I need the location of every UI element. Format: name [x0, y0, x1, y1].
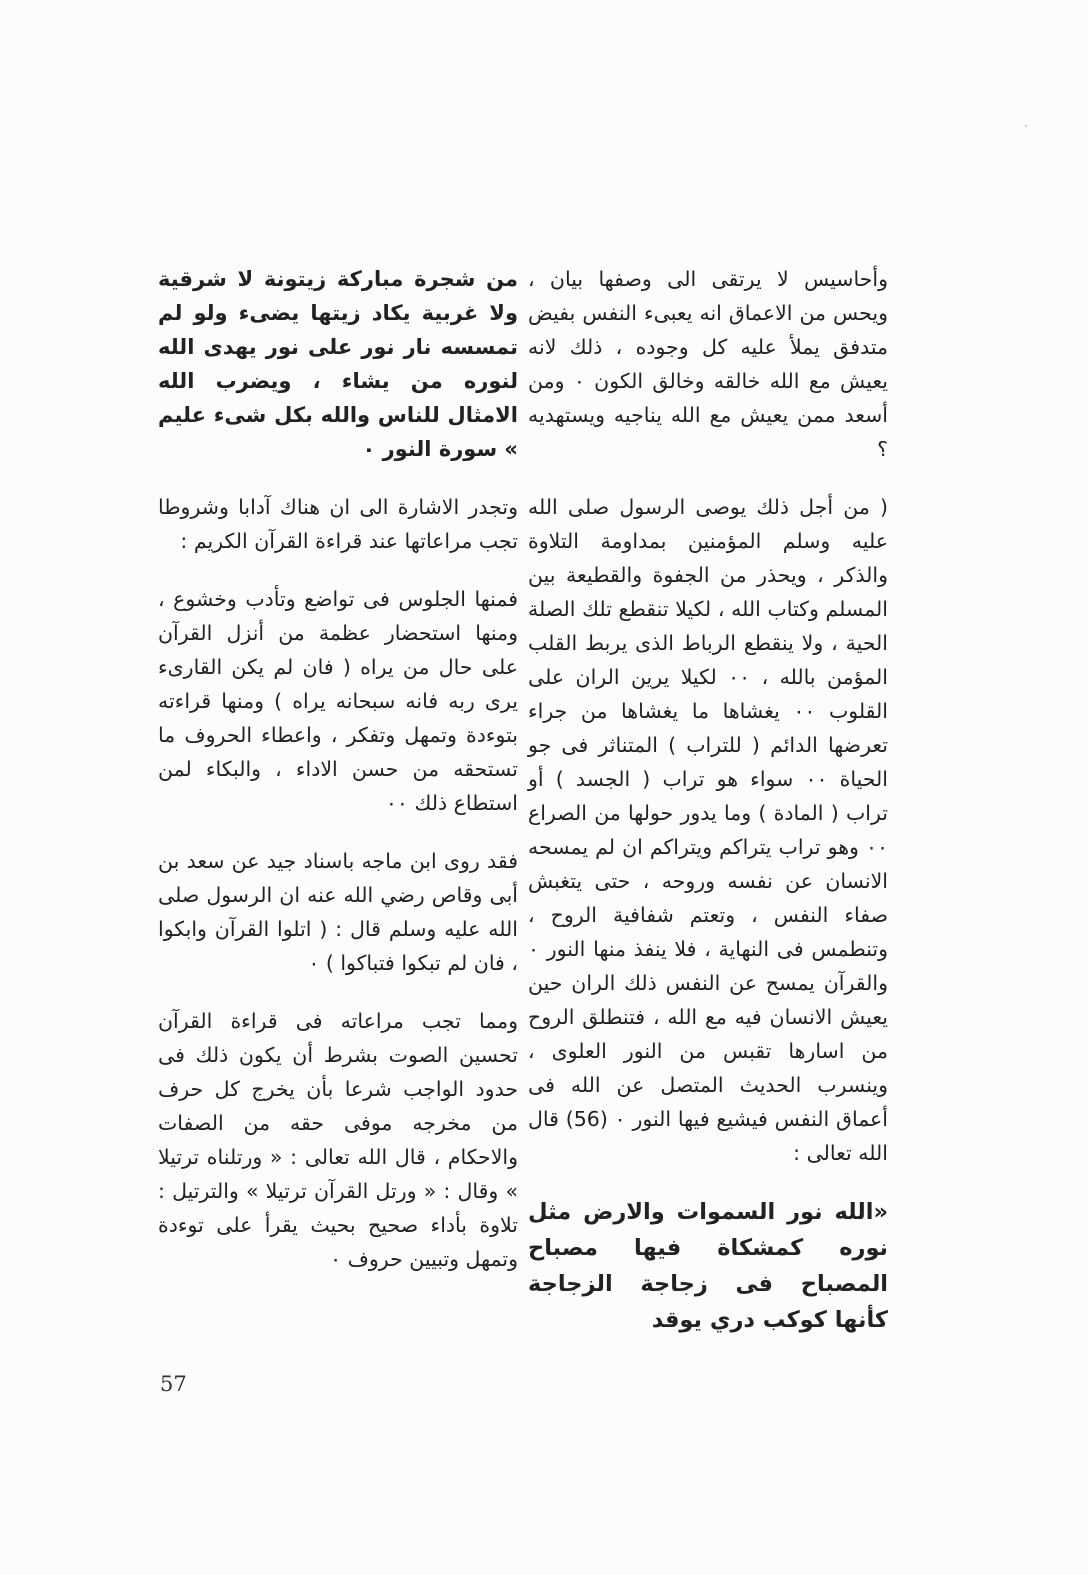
quran-verse-continued: من شجرة مباركة زيتونة لا شرقية ولا غربية يكاد زيتها يضىء ولو لم تمسسه نار نور على نور يهدى الله لنوره من يشاء ، ويضرب الله الامثال للناس والله بكل شىء عليم » سورة النور ٠ — [158, 267, 518, 461]
paragraph: ومما تجب مراعاته فى قراءة القرآن تحسين الصوت بشرط أن يكون ذلك فى حدود الواجب شرعا بأن يخرج كل حرف من مخرجه موفى حقه من الصفات والاحكام ، قال الله تعالى : « ورتلناه ترتيلا » وقال : « ورتل القرآن ترتيلا » والترتيل : تلاوة بأداء صحيح بحيث يقرأ على توءدة وتمهل وتبيين حروف ٠ — [158, 1009, 518, 1271]
quran-verse: «الله نور السموات والارض مثل نوره كمشكاة فيها مصباح المصباح فى زجاجة الزجاجة كأنها كوكب دري يوقد — [528, 1199, 888, 1333]
paragraph: وتجدر الاشارة الى ان هناك آدابا وشروطا تجب مراعاتها عند قراءة القرآن الكريم : — [158, 495, 518, 553]
paragraph: وأحاسيس لا يرتقى الى وصفها بيان ، ويحس من الاعماق انه يعبىء النفس بفيض متدفق يملأ عليه كل وجوده ، ذلك لانه يعيش مع الله خالقه وخالق الكون ٠ ومن أسعد ممن يعيش مع الله يناجيه ويستهديه ؟ — [528, 267, 888, 461]
paragraph: ( من أجل ذلك يوصى الرسول صلى الله عليه وسلم المؤمنين بمداومة التلاوة والذكر ، ويحذر من الجفوة والقطيعة بين المسلم وكتاب الله ، لكيلا تنقطع تلك الصلة الحية ، ولا ينقطع الرباط الذى يربط القلب المؤمن بالله ، ٠٠ لكيلا يرين الران على القلوب ٠٠ يغشاها ما يغشاها من جراء تعرضها الدائم ( للتراب ) المتناثر فى جو الحياة ٠٠ سواء هو تراب ( الجسد ) أو تراب ( المادة ) وما يدور حولها من الصراع ٠٠ وهو تراب يتراكم ويتراكم ان لم يمسحه الانسان عن نفسه وروحه ، حتى يتغبش صفاء النفس ، وتعتم شفافية الروح ، وتنطمس فى النهاية ، فلا ينفذ منها النور ٠ والقرآن يمسح عن النفس ذلك الران حين يعيش الانسان فيه مع الله ، فتنطلق الروح من اسارها تقبس من النور العلوى ، وينسرب الحديث المتصل عن الله فى أعماق النفس فيشيع فيها النور ٠ (56) قال الله تعالى : — [528, 495, 888, 1165]
paragraph: فقد روى ابن ماجه باسناد جيد عن سعد بن أبى وقاص رضي الله عنه ان الرسول صلى الله عليه وسلم قال : ( اتلوا القرآن وابكوا ، فان لم تبكوا فتباكوا ) ٠ — [158, 849, 518, 975]
left-column — [158, 262, 518, 1300]
scan-speck — [1025, 125, 1027, 127]
right-column — [528, 262, 888, 1362]
page-number: 57 — [160, 1372, 187, 1396]
paragraph: فمنها الجلوس فى تواضع وتأدب وخشوع ، ومنها استحضار عظمة من أنزل القرآن على حال من يراه ( فان لم يكن القارىء يرى ربه فانه سبحانه يراه ) ومنها قراءته بتوءدة وتمهل وتفكر ، واعطاء الحروف ما تستحقه من حسن الاداء ، والبكاء لمن استطاع ذلك ٠٠ — [158, 587, 518, 815]
